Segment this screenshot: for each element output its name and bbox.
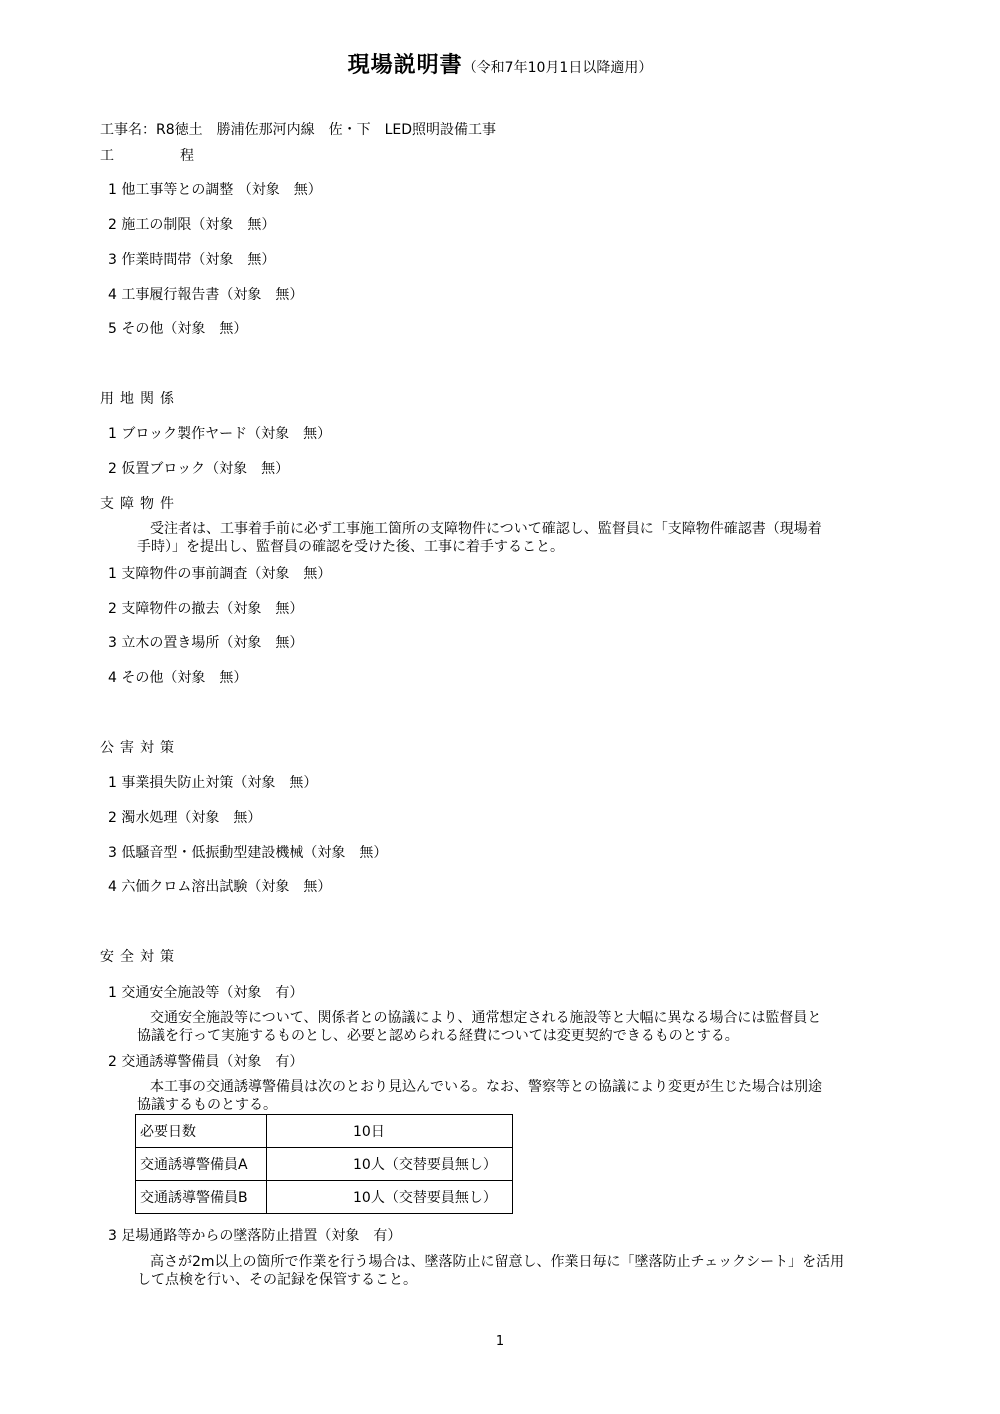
section-note: 本工事の交通誘導警備員は次のとおり見込んでいる。なお、警察等との協議により変更が生じた場合は別途 — [150, 1079, 822, 1095]
list-item: 2 濁水処理（対象 無） — [108, 810, 262, 826]
list-item: 2 支障物件の撤去（対象 無） — [108, 601, 304, 617]
section-note: 協議を行って実施するものとし、必要と認められる経費については変更契約できるものとする。 — [137, 1028, 739, 1044]
list-item: 3 足場通路等からの墜落防止措置（対象 有） — [108, 1228, 402, 1244]
section-note: 高さが2m以上の箇所で作業を行う場合は、墜落防止に留意し、作業日毎に「墜落防止チェックシート」を活用 — [150, 1254, 845, 1270]
document-title — [0, 48, 1000, 79]
list-item: 2 施工の制限（対象 無） — [108, 217, 276, 233]
table-row — [136, 1115, 513, 1148]
list-item: 1 事業損失防止対策（対象 無） — [108, 775, 318, 791]
list-item: 2 仮置ブロック（対象 無） — [108, 461, 290, 477]
table-cell-label: 交通誘導警備員A — [136, 1148, 267, 1181]
list-item: 5 その他（対象 無） — [108, 321, 248, 337]
title-main: 現場説明書 — [347, 53, 463, 78]
list-item: 3 立木の置き場所（対象 無） — [108, 635, 304, 651]
section-note: 手時）」を提出し、監督員の確認を受けた後、工事に着手すること。 — [137, 539, 564, 555]
table-cell-label: 必要日数 — [136, 1115, 267, 1148]
list-item: 1 ブロック製作ヤード（対象 無） — [108, 426, 332, 442]
section-heading-kougai: 公害対策 — [100, 740, 180, 756]
table-cell-value: 10人（交替要員無し） — [267, 1181, 513, 1214]
section-note: して点検を行い、その記録を保管すること。 — [137, 1272, 417, 1288]
list-item: 4 六価クロム溶出試験（対象 無） — [108, 879, 332, 895]
table-row — [136, 1181, 513, 1214]
list-item: 2 交通誘導警備員（対象 有） — [108, 1054, 304, 1070]
title-applicability: （令和7年10月1日以降適用） — [462, 60, 653, 76]
project-name: 工事名：R8徳土 勝浦佐那河内線 佐・下 LED照明設備工事 — [100, 122, 497, 138]
section-heading-anzen: 安全対策 — [100, 949, 180, 965]
list-item: 1 支障物件の事前調査（対象 無） — [108, 566, 332, 582]
list-item: 3 低騒音型・低振動型建設機械（対象 無） — [108, 845, 388, 861]
table-cell-value: 10人（交替要員無し） — [267, 1148, 513, 1181]
section-heading-shishou: 支障物件 — [100, 496, 180, 512]
list-item: 4 その他（対象 無） — [108, 670, 248, 686]
section-note: 受注者は、工事着手前に必ず工事施工箇所の支障物件について確認し、監督員に「支障物件確認書（現場着 — [150, 521, 822, 537]
list-item: 1 他工事等との調整 （対象 無） — [108, 182, 322, 198]
section-note: 交通安全施設等について、関係者との協議により、通常想定される施設等と大幅に異なる場合には監督員と — [150, 1010, 822, 1026]
page-number: 1 — [495, 1334, 505, 1349]
list-item: 4 工事履行報告書（対象 無） — [108, 287, 304, 303]
section-heading-koutei: 工 程 — [100, 148, 220, 164]
table-cell-label: 交通誘導警備員B — [136, 1181, 267, 1214]
list-item: 1 交通安全施設等（対象 有） — [108, 985, 304, 1001]
section-heading-youchi: 用地関係 — [100, 391, 180, 407]
section-note: 協議するものとする。 — [137, 1097, 277, 1113]
guard-requirement-table — [135, 1114, 513, 1214]
table-cell-value: 10日 — [267, 1115, 513, 1148]
table-row — [136, 1148, 513, 1181]
list-item: 3 作業時間帯（対象 無） — [108, 252, 276, 268]
